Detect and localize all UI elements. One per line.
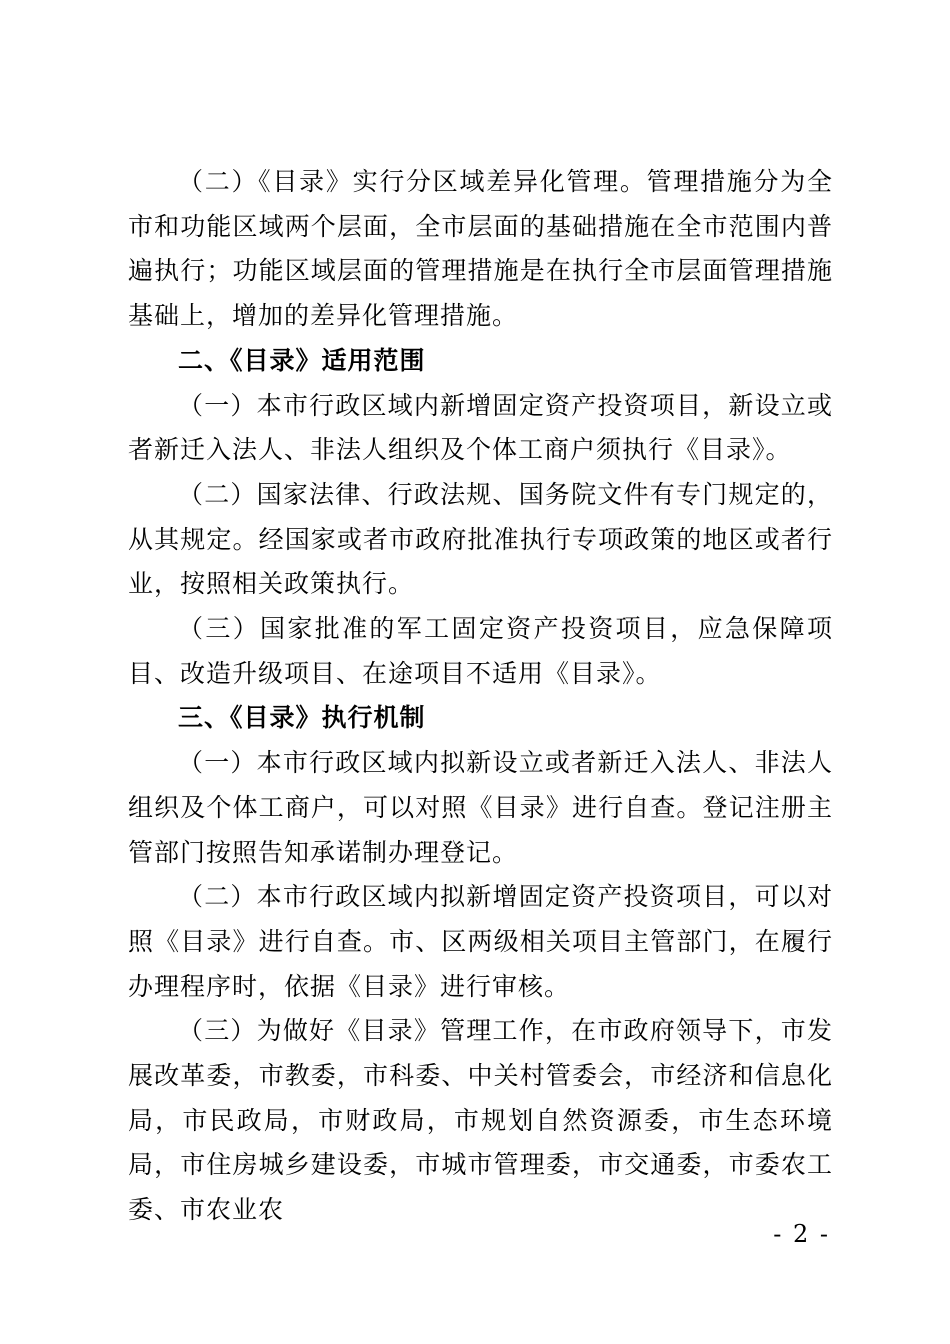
- paragraph-scope-3: （三）国家批准的军工固定资产投资项目，应急保障项目、改造升级项目、在途项目不适用《目录》。: [128, 614, 833, 688]
- paragraph-scope-2: （二）国家法律、行政法规、国务院文件有专门规定的，从其规定。经国家或者市政府批准执行专项政策的地区或者行业，按照相关政策执行。: [128, 479, 833, 599]
- paragraph-zoning-management: （二）《目录》实行分区域差异化管理。管理措施分为全市和功能区域两个层面，全市层面的基础措施在全市范围内普遍执行；功能区域层面的管理措施是在执行全市层面管理措施基础上，增加的差异化管理措施。: [128, 167, 833, 331]
- section-heading-scope: 二、《目录》适用范围: [178, 345, 426, 375]
- page-number: - 2 -: [773, 1220, 830, 1248]
- paragraph-mechanism-1: （一）本市行政区域内拟新设立或者新迁入法人、非法人组织及个体工商户，可以对照《目录》进行自查。登记注册主管部门按照告知承诺制办理登记。: [128, 748, 833, 867]
- document-body: [128, 160, 833, 1233]
- paragraph-scope-1: （一）本市行政区域内新增固定资产投资项目，新设立或者新迁入法人、非法人组织及个体工商户须执行《目录》。: [128, 390, 833, 465]
- section-heading-mechanism: 三、《目录》执行机制: [178, 703, 426, 733]
- paragraph-mechanism-2: （二）本市行政区域内拟新增固定资产投资项目，可以对照《目录》进行自查。市、区两级相关项目主管部门，在履行办理程序时，依据《目录》进行审核。: [128, 882, 833, 1001]
- paragraph-mechanism-3: （三）为做好《目录》管理工作，在市政府领导下，市发展改革委，市教委，市科委、中关村管委会，市经济和信息化局，市民政局，市财政局，市规划自然资源委，市生态环境局，市住房城乡建设委，市城市管理委，市交通委，市委农工委、市农业农: [128, 1016, 833, 1225]
